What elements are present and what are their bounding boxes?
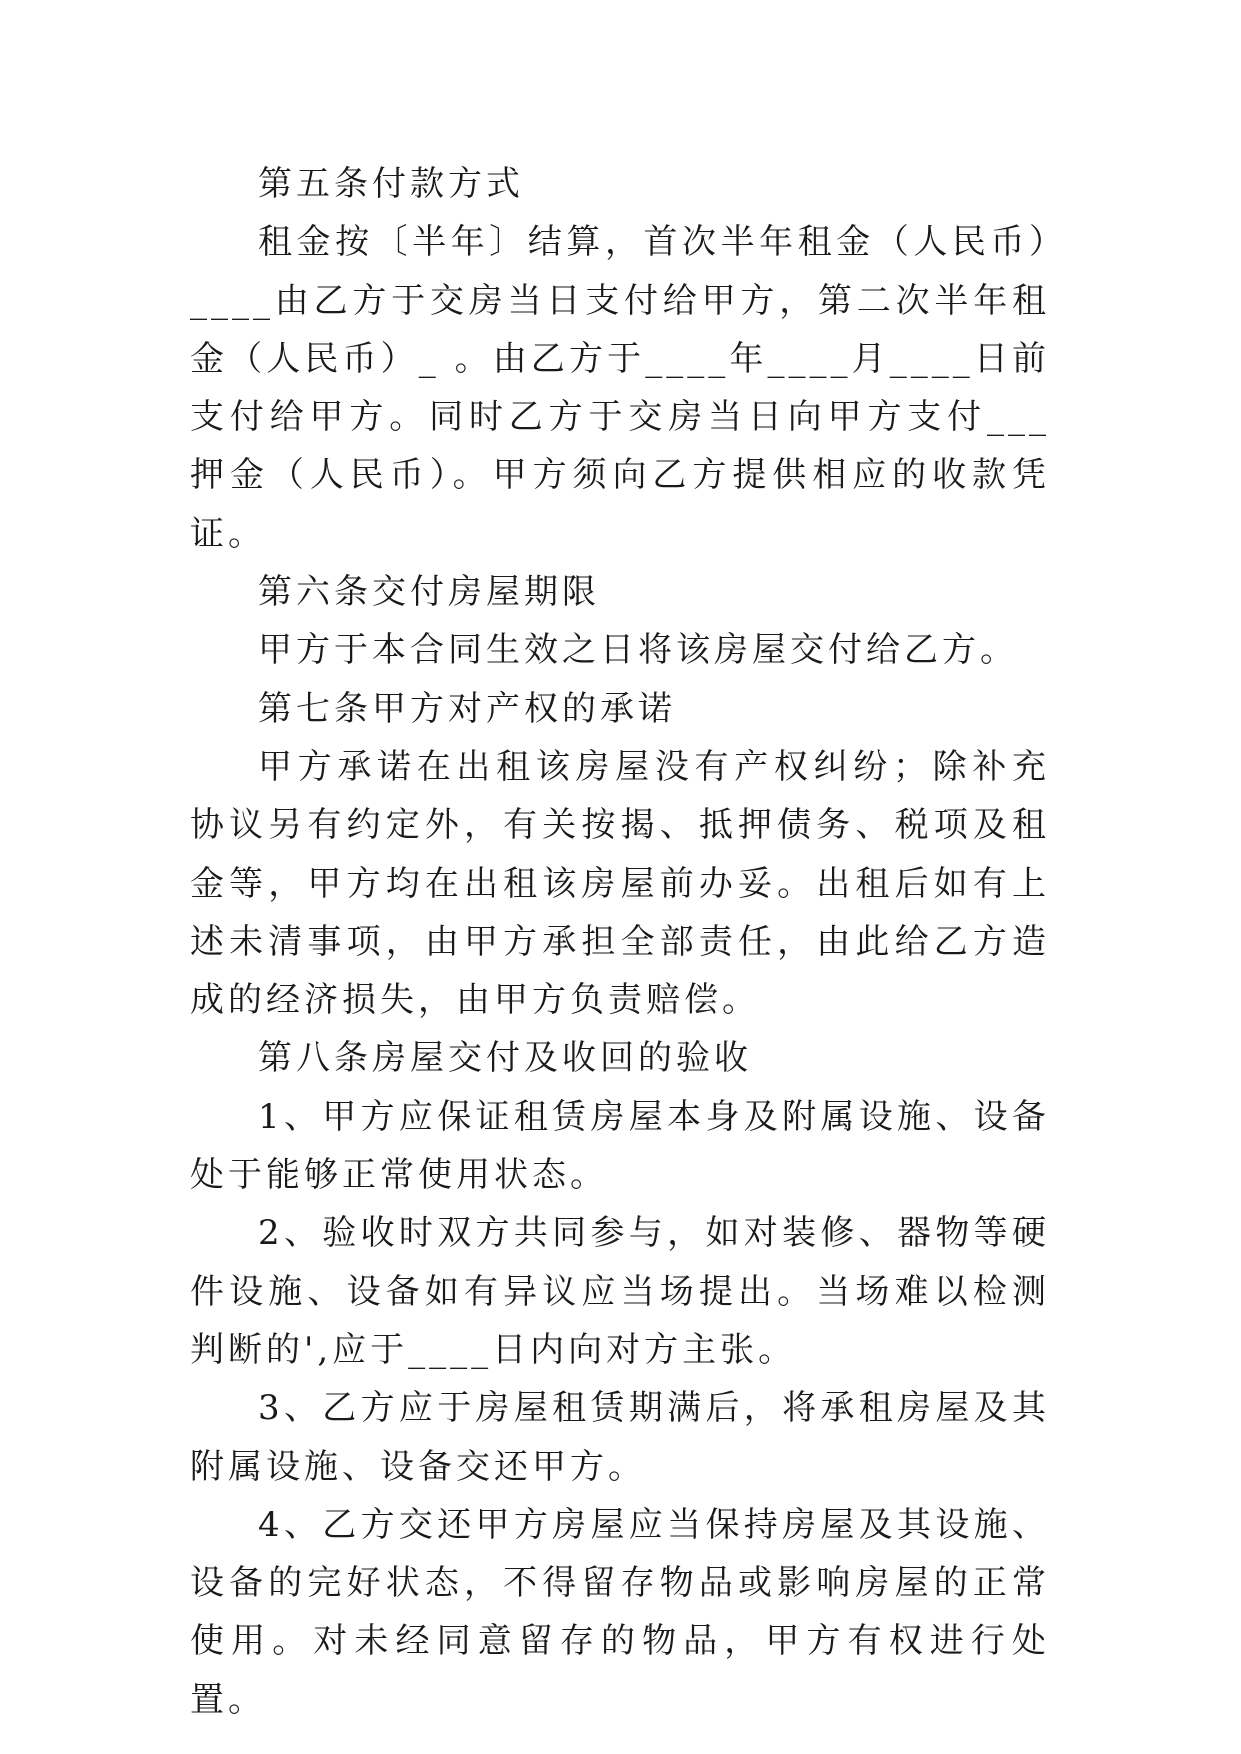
section-heading-5: 第五条付款方式 [258,164,524,204]
paragraph-payment-terms: 租金按〔半年〕结算，首次半年租金（人民币）____由乙方于交房当日支付给甲方，第二次半年租金（人民币）_ 。由乙方于____年____月____日前支付给甲方。同时乙方于交房当日向甲方支付___押金（人民币）。甲方须向乙方提供相应的收款凭证。 [190,222,1050,554]
section-heading-6: 第六条交付房屋期限 [258,572,600,613]
paragraph-property-commitment: 甲方承诺在出租该房屋没有产权纠纷；除补充协议另有约定外，有关按揭、抵押债务、税项及租金等，甲方均在出租该房屋前办妥。出租后如有上述未清事项，由甲方承担全部责任，由此给乙方造成的经济损失，由甲方负责赔偿。 [190,746,1050,1021]
paragraph-item-1: 1、甲方应保证租赁房屋本身及附属设施、设备处于能够正常使用状态。 [190,1096,1050,1196]
paragraph-delivery-term: 甲方于本合同生效之日将该房屋交付给乙方。 [258,630,1018,671]
paragraph-item-2: 2、验收时双方共同参与，如对装修、器物等硬件设施、设备如有异议应当场提出。当场难以检测判断的',应于____日内向对方主张。 [190,1213,1050,1370]
section-heading-7: 第七条甲方对产权的承诺 [258,688,676,729]
document-body [190,155,1050,1729]
section-heading-8: 第八条房屋交付及收回的验收 [258,1038,752,1079]
paragraph-item-4: 4、乙方交还甲方房屋应当保持房屋及其设施、设备的完好状态，不得留存物品或影响房屋的正常使用。对未经同意留存的物品，甲方有权进行处置。 [190,1504,1050,1720]
paragraph-item-3: 3、乙方应于房屋租赁期满后，将承租房屋及其附属设施、设备交还甲方。 [190,1388,1050,1487]
